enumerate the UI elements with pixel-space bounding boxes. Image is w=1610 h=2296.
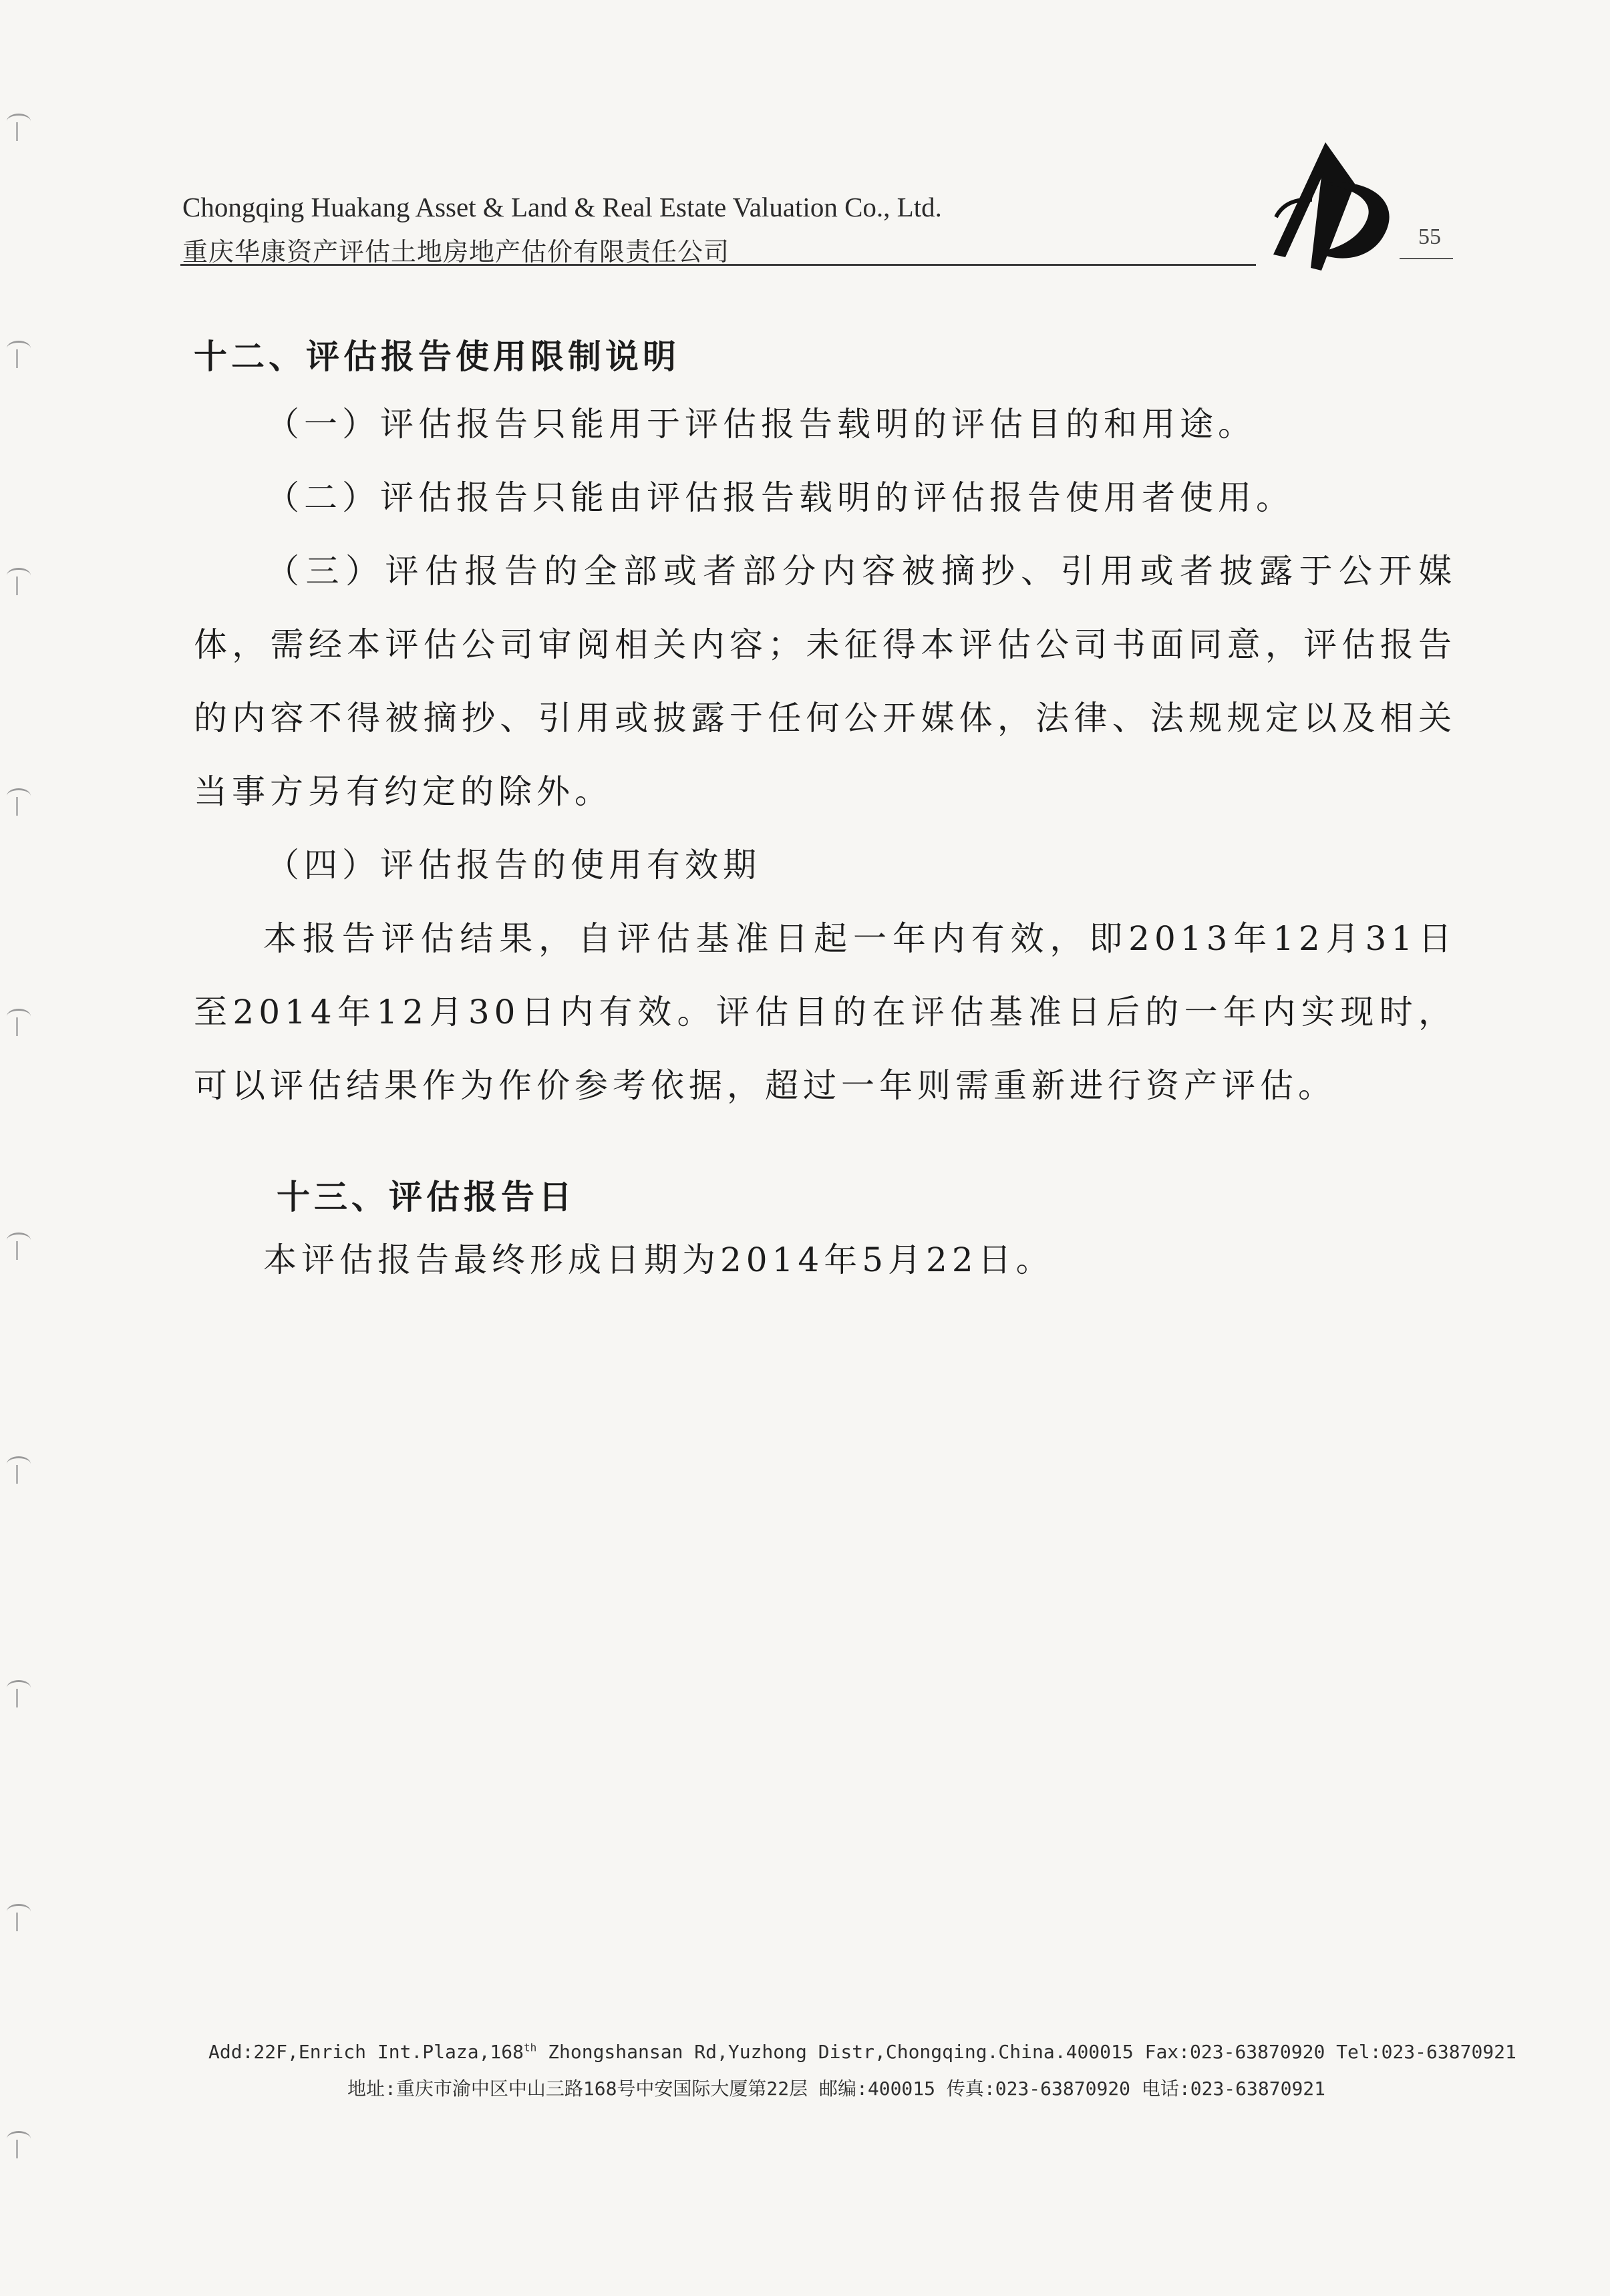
company-name-cn: 重庆华康资产评估土地房地产估价有限责任公司 xyxy=(182,237,730,267)
document-body xyxy=(194,334,1456,1297)
binding-mark xyxy=(7,568,31,583)
section-12-item-3: （三）评估报告的全部或者部分内容被摘抄、引用或者披露于公开媒体，需经本评估公司审阅相关内容；未征得本评估公司书面同意，评估报告的内容不得被摘抄、引用或披露于任何公开媒体，法律、法规规定以及相关当事方另有约定的除外。 xyxy=(194,551,1456,811)
binding-mark xyxy=(7,341,31,356)
footer-address-en-sup: th xyxy=(524,2041,537,2054)
binding-mark xyxy=(7,114,31,129)
section-12-item-2: （二）评估报告只能由评估报告载明的评估报告使用者使用。 xyxy=(266,478,1294,517)
section-12-title: 十二、评估报告使用限制说明 xyxy=(194,337,680,376)
binding-mark xyxy=(7,1456,31,1472)
footer-address-en xyxy=(208,2041,1516,2063)
page-number: 55 xyxy=(1418,224,1441,249)
binding-mark xyxy=(7,2131,31,2146)
binding-mark xyxy=(7,788,31,804)
binding-mark xyxy=(7,1680,31,1695)
company-name-en: Chongqing Huakang Asset & Land & Real Estate Valuation Co., Ltd. xyxy=(182,192,942,222)
binding-mark xyxy=(7,1009,31,1024)
section-13-body: 本评估报告最终形成日期为2014年5月22日。 xyxy=(263,1241,1054,1279)
footer-address-en-prefix: Add:22F,Enrich Int.Plaza,168 xyxy=(208,2041,524,2063)
footer-address-en-suffix: Zhongshansan Rd,Yuzhong Distr,Chongqing.China.400015 Fax:023-63870920 Tel:023-63870921 xyxy=(536,2041,1516,2063)
section-12-item-1: （一）评估报告只能用于评估报告载明的评估目的和用途。 xyxy=(266,404,1256,444)
section-12-item-4-title: （四）评估报告的使用有效期 xyxy=(266,845,761,884)
section-12-item-4-body: 本报告评估结果，自评估基准日起一年内有效，即2013年12月31日至2014年12月30日内有效。评估目的在评估基准日后的一年内实现时，可以评估结果作为作价参考依据，超过一年则需重新进行资产评估。 xyxy=(194,919,1456,1105)
header-rule xyxy=(180,264,1256,266)
section-13-title: 十三、评估报告日 xyxy=(277,1176,576,1216)
binding-mark xyxy=(7,1233,31,1248)
binding-mark xyxy=(7,1904,31,1919)
page-number-rule xyxy=(1400,258,1453,259)
huakang-logo-icon xyxy=(1256,137,1410,281)
footer-address-cn: 地址:重庆市渝中区中山三路168号中安国际大厦第22层 邮编:400015 传真:023-63870920 电话:023-63870921 xyxy=(347,2078,1326,2100)
